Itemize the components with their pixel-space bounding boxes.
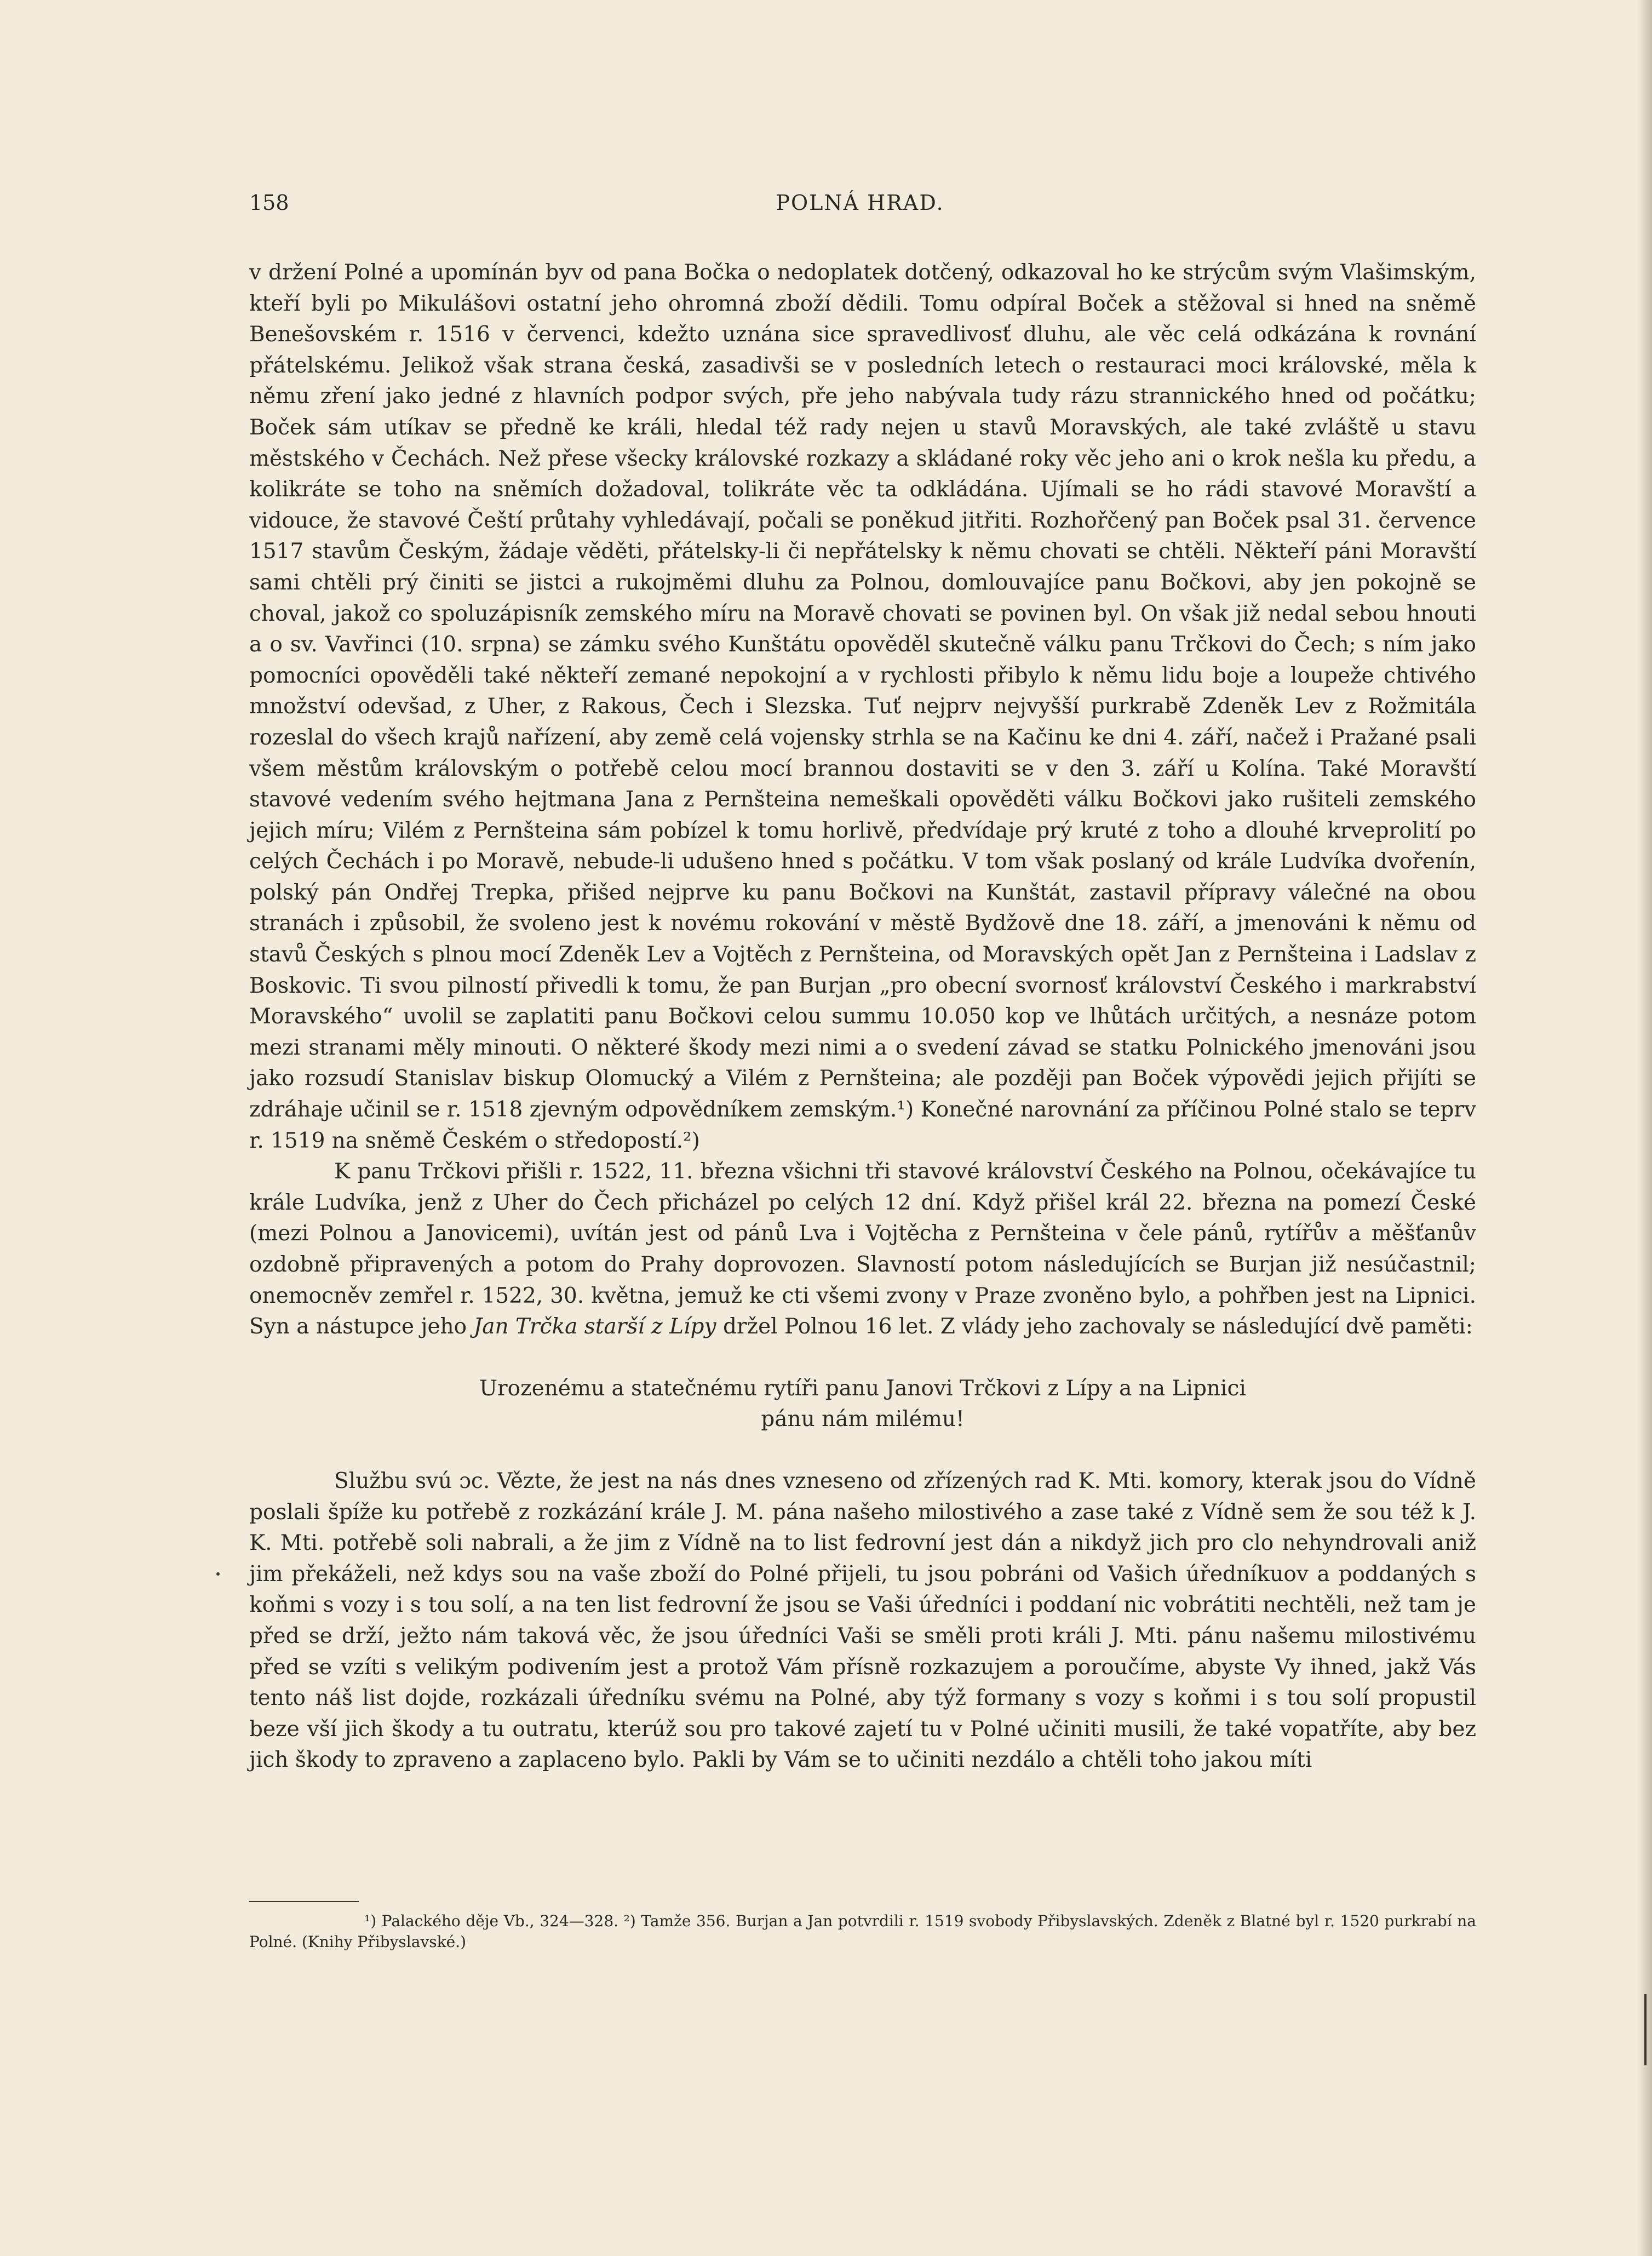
italic-name: Jan Trčka starší z Lípy [473,1314,716,1339]
main-text [249,257,1476,1776]
running-title: POLNÁ HRAD. [776,191,944,215]
page-edge-mark [1644,1994,1647,2065]
paragraph-1: v držení Polné a upomínán byv od pana Bočka o nedoplatek dotčený, odkazoval ho ke strýcům svým Vlašimským, kteří byli po Mikulášovi ostatní jeho ohromná zboží dědili. Tomu odpíral Boček a stěžoval si hned na sněmě Benešovském r. 1516 v červenci, kdežto uznána sice spravedlivosť dluhu, ale věc celá odkázána k rovnání přátelskému. Jelikož však strana česká, zasadivši se v posledních letech o restauraci moci královské, měla k němu zření jako jedné z hlavních podpor svých, pře jeho nabývala tudy rázu strannického hned od počátku; Boček sám utíkav se předně ke králi, hledal též rady nejen u stavů Moravských, ale také zvláště u stavu městského v Čechách. Než přese všecky královské rozkazy a skládané roky věc jeho ani o krok nešla ku předu, a kolikráte se toho na sněmích dožadoval, tolikráte věc ta odkládána. Ujímali se ho rádi stavové Moravští a vidouce, že stavové Čeští průtahy vyhledávají, počali se poněkud jitřiti. Rozhořčený pan Boček psal 31. července 1517 stavům Českým, žádaje věděti, přátelsky-li či nepřátelsky k němu chovati se chtěli. Někteří páni Moravští sami chtěli prý činiti se jistci a rukojměmi dluhu za Polnou, domlouvajíce panu Bočkovi, aby jen pokojně se choval, jakož co spoluzápisník zemského míru na Moravě chovati se povinen byl. On však již nedal sebou hnouti a o sv. Vavřinci (10. srpna) se zámku svého Kunštátu opověděl skutečně válku panu Trčkovi do Čech; s ním jako pomocníci opověděli také někteří zemané nepokojní a v rychlosti přibylo k němu lidu boje a loupeže chtivého množství odevšad, z Uher, z Rakous, Čech i Slezska. Tuť nejprv nejvyšší purkrabě Zdeněk Lev z Rožmitála rozeslal do všech krajů nařízení, aby země celá vojensky strhla se na Kačinu ke dni 4. září, načež i Pražané psali všem městům královským o potřebě celou mocí brannou dostaviti se v den 3. září u Kolína. Také Moravští stavové vedením svého hejtmana Jana z Pernšteina nemeškali opověděti válku Bočkovi jako rušiteli zemského jejich míru; Vilém z Pernšteina sám pobízel k tomu horlivě, předvídaje prý kruté z toho a dlouhé krveprolití po celých Čechách i po Moravě, nebude-li udušeno hned s počátku. V tom však poslaný od krále Ludvíka dvořenín, polský pán Ondřej Trepka, přišed nejprve ku panu Bočkovi na Kunštát, zastavil přípravy válečné na obou stranách i způsobil, že svoleno jest k novému rokování v městě Bydžově dne 18. září, a jmenováni k němu od stavů Českých s plnou mocí Zdeněk Lev a Vojtěch z Pernšteina, od Moravských opět Jan z Pernšteina i Ladslav z Boskovic. Ti svou pilností přivedli k tomu, že pan Burjan „pro obecní svornosť království Českého i markrabství Moravského“ uvolil se zaplatiti panu Bočkovi celou summu 10.050 kop ve lhůtách určitých, a nesnáze potom mezi stranami měly minouti. O některé škody mezi nimi a o svedení závad se statku Polnického jmenováni jsou jako rozsudí Stanislav biskup Olomucký a Vilém z Pernšteina; ale později pan Boček výpovědi jejich přijíti se zdráhaje učinil se r. 1518 zjevným odpovědníkem zemským.¹) Konečné narovnání za příčinou Polné stalo se teprv r. 1519 na sněmě Českém o středopostí.²) [249,260,1476,1153]
letter-address-line-2: pánu nám milému! [761,1407,965,1432]
letter-body: Službu svú ɔc. Vězte, že jest na nás dnes vzneseno od zřízených rad K. Mti. komory, kterak jsou do Vídně poslali špíže ku potřebě z rozkázání krále J. M. pána našeho milostivého a zase také z Vídně sem že sou též k J. K. Mti. potřebě soli nabrali, a že jim z Vídně na to list fedrovní jest dán a nikdyž jich pro clo nehyndrovali aniž jim překáželi, než kdys sou na vaše zboží do Polné přijeli, tu jsou pobráni od Vašich úředníkuov a poddaných s koňmi s vozy i s tou solí, a na ten list fedrovní že jsou se Vaši úředníci i poddaní nic vobrátiti nechtěli, než tam je před se drží, ježto nám taková věc, že jsou úředníci Vaši se směli proti králi J. Mti. pánu našemu milostivému před se vzíti s velikým podivením jest a protož Vám přísně rozkazujem a poroučíme, abyste Vy ihned, jakž Vás tento náš list dojde, rozkázali úředníku svému na Polné, aby týž formany s vozy s koňmi i s tou solí propustil beze vší jich škody a tu outratu, kterúž sou pro takové zajetí tu v Polné učiniti musili, že také vopatříte, aby bez jich škody to zpraveno a zaplaceno bylo. Pakli by Vám se to učiniti nezdálo a chtěli toho jakou míti [249,1468,1476,1773]
footnote-text: ¹) Palackého děje Vb., 324—328. ²) Tamže 356. Burjan a Jan potvrdili r. 1519 svobody Přibyslavských. Zdeněk z Blatné byl r. 1520 purkrabí na Polné. (Knihy Přibyslavské.) [249,1912,1476,1951]
page-edge-shadow [1638,0,1652,2256]
margin-mark [216,1572,220,1576]
letter-address-line-1: Urozenému a statečnému rytíři panu Janovi Trčkovi z Lípy a na Lipnici [479,1376,1246,1401]
paragraph-2-end: držel Polnou 16 let. Z vlády jeho zachovaly se následující dvě paměti: [722,1314,1473,1339]
footnote-divider [249,1901,359,1902]
page-header [249,191,1471,224]
footnotes [249,1911,1476,1952]
paragraph-2-start: K panu Trčkovi přišli r. 1522, 11. března všichni tři stavové království Českého na Polnou, očekávajíce tu krále Ludvíka, jenž z Uher do Čech přicházel po celých 12 dní. Když přišel král 22. března na pomezí České (mezi Polnou a Janovicemi), uvítán jest od pánů Lva i Vojtěcha z Pernšteina v čele pánů, rytířův a měšťanův ozdobně připravených a potom do Prahy doprovozen. Slavností potom následujících se Burjan již nesúčastnil; onemocněv zemřel r. 1522, 30. května, jemuž ke cti všemi zvony v Praze zvoněno bylo, a pohřben jest na Lipnici. Syn a nástupce jeho [249,1159,1476,1339]
paragraph-2 [249,1156,1476,1343]
page-number: 158 [249,191,289,215]
